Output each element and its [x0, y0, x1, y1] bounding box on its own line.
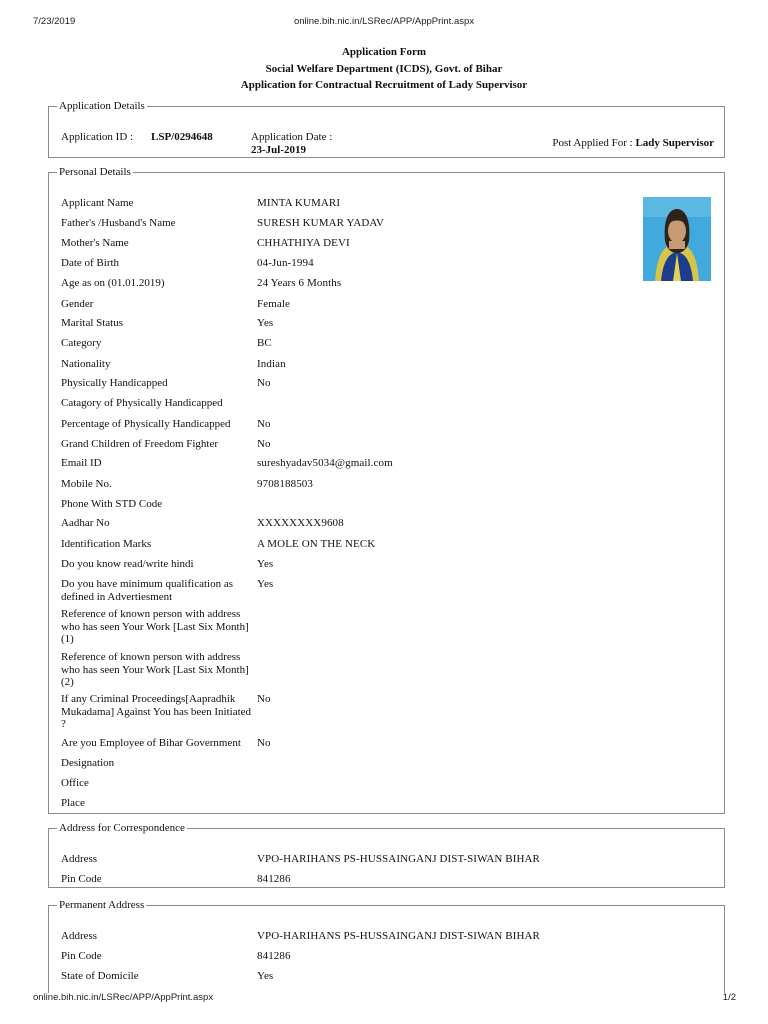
field-label: If any Criminal Proceedings[Aapradhik Mukadama] Against You has been Initiated ? [61, 693, 252, 730]
form-titles [0, 44, 768, 94]
field-label: Pin Code [61, 950, 102, 962]
field-label: Nationality [61, 358, 111, 370]
field-value: A MOLE ON THE NECK [257, 538, 376, 550]
field-value: 841286 [257, 873, 291, 885]
application-date-value: 23-Jul-2019 [251, 144, 306, 156]
field-value: MINTA KUMARI [257, 197, 341, 209]
personal-details-legend: Personal Details [59, 166, 131, 178]
field-value: No [257, 737, 271, 749]
field-value: Indian [257, 358, 286, 370]
browser-print-footer [0, 992, 768, 1008]
field-label: Grand Children of Freedom Fighter [61, 438, 219, 450]
field-value: No [257, 418, 271, 430]
application-id-label: Application ID : [61, 131, 134, 143]
field-label: Reference of known person with address who has seen Your Work [Last Six Month] (1) [61, 608, 249, 645]
field-value: Female [257, 298, 290, 310]
field-value: 841286 [257, 950, 291, 962]
field-value: Yes [257, 317, 274, 329]
browser-print-header [0, 16, 768, 32]
field-value: CHHATHIYA DEVI [257, 237, 350, 249]
field-label: Place [61, 797, 85, 809]
correspondence-address-section [48, 822, 725, 888]
field-value: Yes [257, 578, 274, 590]
field-label: Gender [61, 298, 94, 310]
field-value: VPO-HARIHANS PS-HUSSAINGANJ DIST-SIWAN BIHAR [257, 930, 540, 942]
field-label: Date of Birth [61, 257, 120, 269]
post-applied-value: Lady Supervisor [635, 137, 714, 149]
field-value: 9708188503 [257, 478, 313, 490]
application-date-label: Application Date : [251, 131, 333, 143]
field-label: Catagory of Physically Handicapped [61, 397, 223, 409]
field-label: Aadhar No [61, 517, 110, 529]
department-title: Social Welfare Department (ICDS), Govt. of Bihar [265, 62, 503, 75]
application-details-legend: Application Details [59, 100, 145, 112]
field-label: Mother's Name [61, 237, 129, 249]
field-label: State of Domicile [61, 970, 139, 982]
field-label: Email ID [61, 457, 102, 469]
field-label: Physically Handicapped [61, 377, 168, 389]
field-value: Yes [257, 970, 274, 982]
field-value: SURESH KUMAR YADAV [257, 217, 385, 229]
field-value: VPO-HARIHANS PS-HUSSAINGANJ DIST-SIWAN BIHAR [257, 853, 540, 865]
recruitment-title: Application for Contractual Recruitment of Lady Supervisor [240, 79, 528, 91]
field-label: Marital Status [61, 317, 124, 329]
field-label: Identification Marks [61, 538, 152, 550]
correspondence-legend: Address for Correspondence [59, 822, 185, 834]
application-details-section [48, 100, 725, 158]
field-label: Age as on (01.01.2019) [61, 277, 165, 289]
field-value: No [257, 438, 271, 450]
form-title: Application Form [341, 46, 427, 58]
personal-details-section [48, 166, 725, 814]
field-label: Do you have minimum qualification as defined in Advertiesment [61, 578, 233, 603]
field-label: Do you know read/write hindi [61, 558, 194, 570]
field-label: Applicant Name [61, 197, 134, 209]
field-label: Office [61, 777, 89, 789]
permanent-address-section [48, 899, 725, 993]
print-url: online.bih.nic.in/LSRec/APP/AppPrint.aspx [293, 16, 475, 27]
field-label: Phone With STD Code [61, 498, 163, 510]
field-label: Address [61, 853, 98, 865]
field-label: Mobile No. [61, 478, 112, 490]
field-label: Are you Employee of Bihar Government [61, 737, 241, 749]
field-label: Address [61, 930, 98, 942]
field-label: Father's /Husband's Name [61, 217, 176, 229]
field-value: BC [257, 337, 272, 349]
field-value: 24 Years 6 Months [257, 277, 342, 289]
field-label: Percentage of Physically Handicapped [61, 418, 231, 430]
field-value: XXXXXXXX9608 [257, 517, 344, 529]
field-label: Category [61, 337, 102, 349]
field-label: Designation [61, 757, 115, 769]
field-label: Pin Code [61, 873, 102, 885]
post-applied-label: Post Applied For : [552, 137, 633, 149]
field-value: sureshyadav5034@gmail.com [257, 457, 393, 469]
application-id-value: LSP/0294648 [151, 131, 213, 143]
field-label: Reference of known person with address who has seen Your Work [Last Six Month] (2) [61, 651, 249, 688]
field-value: 04-Jun-1994 [257, 257, 314, 269]
print-date: 7/23/2019 [33, 16, 76, 27]
post-applied [552, 137, 714, 149]
field-value: No [257, 377, 271, 389]
permanent-legend: Permanent Address [59, 899, 145, 911]
field-value: Yes [257, 558, 274, 570]
footer-url: online.bih.nic.in/LSRec/APP/AppPrint.aspx [33, 992, 214, 1003]
page-number: 1/2 [722, 992, 736, 1003]
field-value: No [257, 693, 271, 705]
